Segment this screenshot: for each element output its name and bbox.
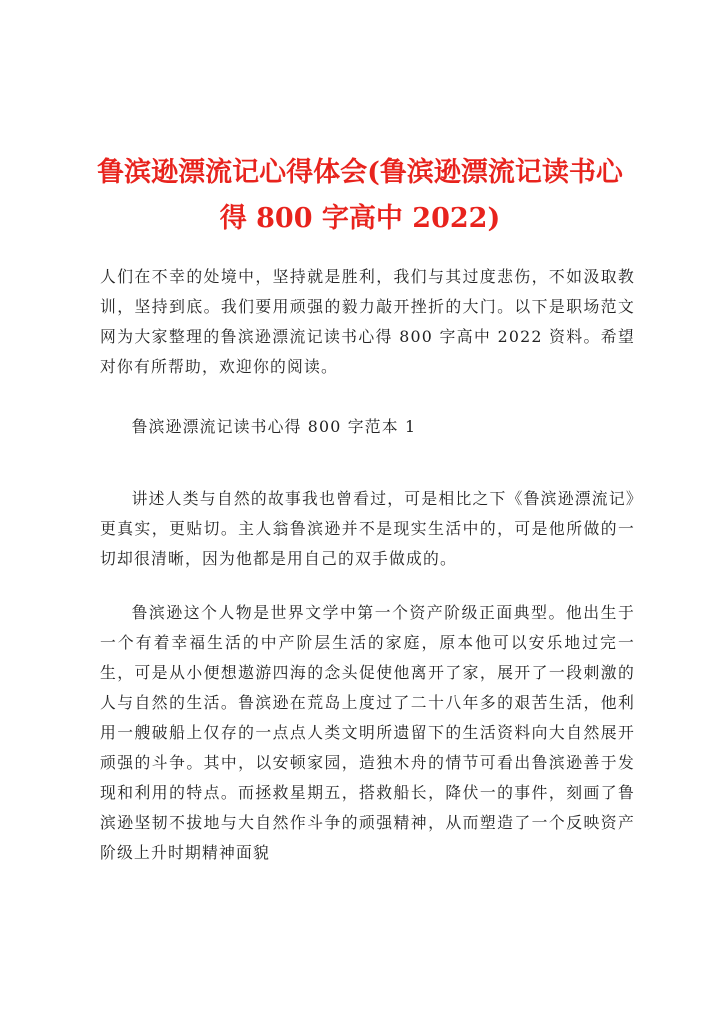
document-title-line-1: 鲁滨逊漂流记心得体会(鲁滨逊漂流记读书心 (97, 157, 623, 188)
body-paragraph-2: 鲁滨逊这个人物是世界文学中第一个资产阶级正面典型。他出生于一个有着幸福生活的中产阶层生活的家庭，原本他可以安乐地过完一生，可是从小便想遨游四海的念头促使他离开了家，展开了一段刺激的人与自然的生活。鲁滨逊在荒岛上度过了二十八年多的艰苦生活，他利用一艘破船上仅存的一点点人类文明所遗留下的生活资料向大自然展开顽强的斗争。其中，以安顿家园，造独木舟的情节可看出鲁滨逊善于发现和利用的特点。而拯救星期五，搭救船长，降伏一的事件，刻画了鲁滨逊坚韧不拔地与大自然作斗争的顽强精神，从而塑造了一个反映资产阶级上升时期精神面貌 (100, 603, 635, 862)
intro-paragraph: 人们在不幸的处境中，坚持就是胜利，我们与其过度悲伤，不如汲取教训，坚持到底。我们要用顽强的毅力敲开挫折的大门。以下是职场范文网为大家整理的鲁滨逊漂流记读书心得 800 字高中 2022 资料。希望对你有所帮助，欢迎你的阅读。 (100, 267, 635, 376)
body-paragraph-1: 讲述人类与自然的故事我也曾看过，可是相比之下《鲁滨逊漂流记》更真实，更贴切。主人翁鲁滨逊并不是现实生活中的，可是他所做的一切却很清晰，因为他都是用自己的双手做成的。 (100, 489, 635, 568)
sample-heading: 鲁滨逊漂流记读书心得 800 字范本 1 (131, 417, 417, 436)
document-title-line-2: 得 800 字高中 2022) (219, 203, 501, 234)
